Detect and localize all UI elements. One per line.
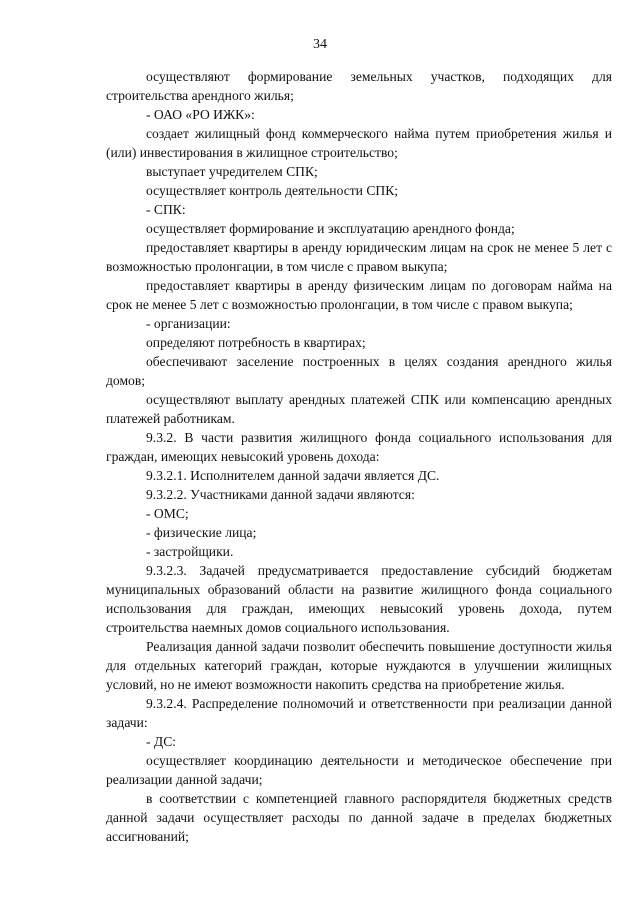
paragraph: выступает учредителем СПК; bbox=[146, 164, 318, 179]
page-number: 34 bbox=[313, 37, 327, 52]
paragraph: Реализация данной задачи позволит обеспечить повышение доступности жилья для отдельных категорий граждан, которые нуждаются в улучшении жилищных условий, но не имеют возможности накопить средства на приобретение жилья. bbox=[106, 639, 612, 692]
paragraph: обеспечивают заселение построенных в целях создания арендного жилья домов; bbox=[106, 354, 612, 388]
paragraph: в соответствии с компетенцией главного распорядителя бюджетных средств данной задачи осуществляет расходы по данной задаче в пределах бюджетных ассигнований; bbox=[106, 791, 612, 844]
paragraph: - застройщики. bbox=[146, 544, 234, 559]
paragraph: 9.3.2. В части развития жилищного фонда социального использования для граждан, имеющих невысокий уровень дохода: bbox=[106, 430, 612, 464]
paragraph: 9.3.2.1. Исполнителем данной задачи является ДС. bbox=[146, 468, 440, 483]
document-body bbox=[106, 67, 612, 846]
paragraph: - СПК: bbox=[146, 202, 186, 217]
paragraph: предоставляет квартиры в аренду юридическим лицам на срок не менее 5 лет с возможностью пролонгации, в том числе с правом выкупа; bbox=[106, 240, 612, 274]
paragraph: - ОАО «РО ИЖК»: bbox=[146, 107, 255, 122]
paragraph: осуществляет контроль деятельности СПК; bbox=[146, 183, 399, 198]
paragraph: - организации: bbox=[146, 316, 231, 331]
paragraph: - ОМС; bbox=[146, 506, 189, 521]
paragraph: определяют потребность в квартирах; bbox=[146, 335, 366, 350]
paragraph: создает жилищный фонд коммерческого найма путем приобретения жилья и (или) инвестирования в жилищное строительство; bbox=[106, 126, 612, 160]
paragraph: предоставляет квартиры в аренду физическим лицам по договорам найма на срок не менее 5 лет с возможностью пролонгации, в том числе с правом выкупа; bbox=[106, 278, 612, 312]
paragraph: осуществляют выплату арендных платежей СПК или компенсацию арендных платежей работникам. bbox=[106, 392, 612, 426]
paragraph: осуществляет формирование и эксплуатацию арендного фонда; bbox=[146, 221, 515, 236]
paragraph: - ДС: bbox=[146, 734, 177, 749]
paragraph: осуществляют формирование земельных участков, подходящих для строительства арендного жилья; bbox=[106, 69, 612, 103]
paragraph: осуществляет координацию деятельности и методическое обеспечение при реализации данной задачи; bbox=[106, 753, 612, 787]
paragraph: 9.3.2.3. Задачей предусматривается предоставление субсидий бюджетам муниципальных образований области на развитие жилищного фонда социального использования для граждан, имеющих невысокий уровень дохода, путем строительства наемных домов социального использования. bbox=[106, 563, 612, 635]
paragraph: - физические лица; bbox=[146, 525, 257, 540]
paragraph: 9.3.2.2. Участниками данной задачи являются: bbox=[146, 487, 415, 502]
paragraph: 9.3.2.4. Распределение полномочий и ответственности при реализации данной задачи: bbox=[106, 696, 612, 730]
